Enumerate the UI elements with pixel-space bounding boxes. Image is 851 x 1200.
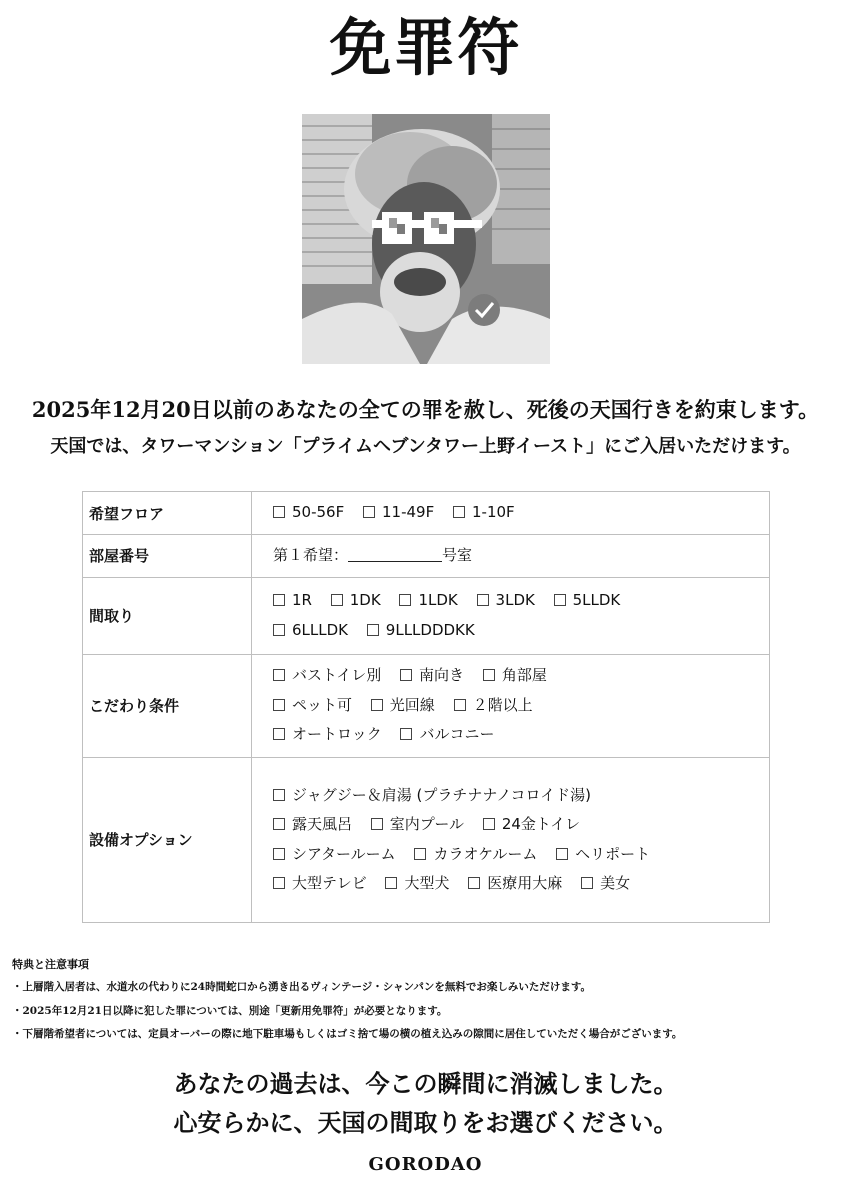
note-item: ・2025年12月21日以降に犯した罪については、別途「更新用免罪符」が必要となります。 [12,1004,448,1017]
checkbox-option[interactable]: 5LLDK [554,591,621,609]
room-number-field[interactable]: 第１希望： 号室 [252,535,770,578]
conditions-label: こだわり条件 [83,654,252,757]
checkbox-option[interactable]: 3LDK [477,591,535,609]
application-form [82,491,770,923]
checkbox-option[interactable]: 1LDK [399,591,457,609]
checkbox-option[interactable]: 1R [273,591,312,609]
signature: GORODAO [368,1154,483,1175]
checkbox-option[interactable]: 6LLLDK [273,621,348,639]
equipment-options [252,757,770,922]
checkbox-option[interactable]: ヘリポート [556,845,650,863]
checkbox-option[interactable]: 光回線 [371,696,435,714]
checkbox-option[interactable]: オートロック [273,725,382,743]
closing-line-2: 心安らかに、天国の間取りをお選びください。 [173,1108,678,1137]
checkbox-option[interactable]: 1DK [331,591,381,609]
intro-line-2: 天国では、タワーマンション「プライムヘブンタワー上野イースト」にご入居いただけます。 [50,436,801,457]
floor-options [252,492,770,535]
checkbox-option[interactable]: シアタールーム [273,845,396,863]
checkbox-option[interactable]: 美女 [581,874,630,892]
notes-section [12,953,682,1046]
checkbox-option[interactable]: 露天風呂 [273,815,352,833]
checkbox-option[interactable]: バルコニー [400,725,494,743]
checkbox-option[interactable]: ２階以上 [454,696,533,714]
checkbox-option[interactable]: ペット可 [273,696,352,714]
portrait-photo [302,114,550,364]
checkbox-option[interactable]: 大型犬 [385,874,449,892]
layout-options [252,577,770,654]
floor-label: 希望フロア [83,492,252,535]
checkbox-option[interactable]: 50-56F [273,503,344,521]
checkbox-option[interactable]: 医療用大麻 [468,874,562,892]
equipment-label: 設備オプション [83,757,252,922]
checkbox-option[interactable]: 南向き [400,666,464,684]
checkbox-option[interactable]: ジャグジー＆肩湯 (プラチナナノコロイド湯) [273,786,591,804]
checkbox-option[interactable]: 24金トイレ [483,815,580,833]
checkbox-option[interactable]: 1-10F [453,503,515,521]
closing-line-1: あなたの過去は、今この瞬間に消滅しました。 [173,1069,678,1098]
conditions-options [252,654,770,757]
checkbox-option[interactable]: 11-49F [363,503,434,521]
note-item: ・下層階希望者については、定員オーバーの際に地下駐車場もしくはゴミ捨て場の横の植え込みの隙間に居住していただく場合がございます。 [12,1027,683,1040]
page-title: 免罪符 [329,11,522,84]
checkbox-option[interactable]: 9LLLDDDKK [367,621,475,639]
checkbox-option[interactable]: バストイレ別 [273,666,381,684]
notes-title: 特典と注意事項 [12,958,89,971]
note-item: ・上層階入居者は、水道水の代わりに24時間蛇口から湧き出るヴィンテージ・シャンパンを無料でお楽しみいただけます。 [12,981,591,994]
checkbox-option[interactable]: 室内プール [371,815,464,833]
room-number-blank[interactable] [348,548,442,562]
checkbox-option[interactable]: 角部屋 [483,666,547,684]
checkbox-option[interactable]: 大型テレビ [273,874,367,892]
room-number-label: 部屋番号 [83,535,252,578]
checkbox-option[interactable]: カラオケルーム [414,845,537,863]
intro-line-1: 2025年12月20日以前のあなたの全ての罪を赦し、死後の天国行きを約束します。 [31,397,820,422]
layout-label: 間取り [83,577,252,654]
